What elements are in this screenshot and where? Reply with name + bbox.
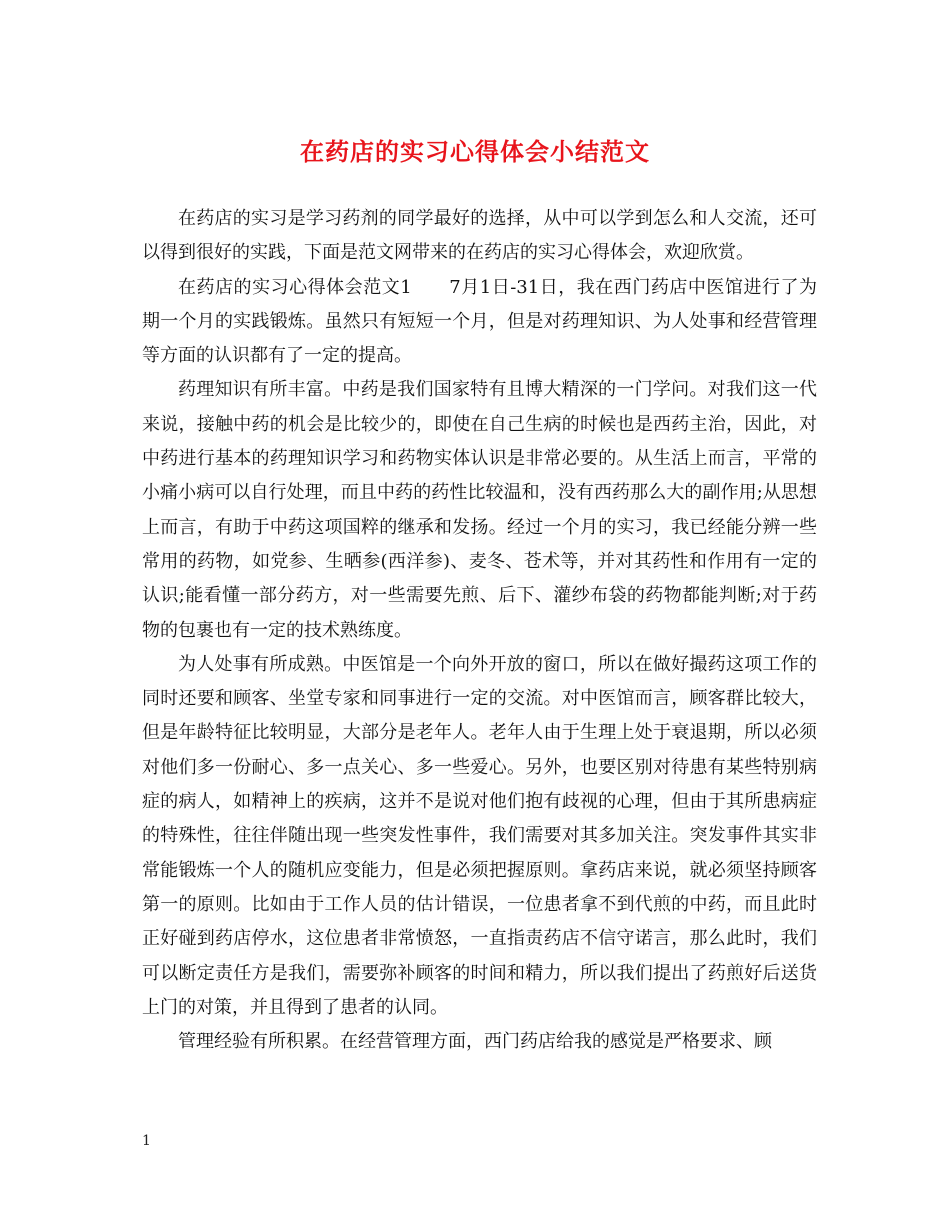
paragraph: 为人处事有所成熟。中医馆是一个向外开放的窗口，所以在做好撮药这项工作的同时还要和顾客、坐堂专家和同事进行一定的交流。对中医馆而言，顾客群比较大，但是年龄特征比较明显，大部分是老年人。老年人由于生理上处于衰退期，所以必须对他们多一份耐心、多一点关心、多一些爱心。另外，也要区别对待患有某些特别病症的病人，如精神上的疾病，这并不是说对他们抱有歧视的心理，但由于其所患病症的特殊性，往往伴随出现一些突发性事件，我们需要对其多加关注。突发事件其实非常能锻炼一个人的随机应变能力，但是必须把握原则。拿药店来说，就必须坚持顾客第一的原则。比如由于工作人员的估计错误，一位患者拿不到代煎的中药，而且此时正好碰到药店停水，这位患者非常愤怒，一直指责药店不信守诺言，那么此时，我们可以断定责任方是我们，需要弥补顾客的时间和精力，所以我们提出了药煎好后送货上门的对策，并且得到了患者的认同。 bbox=[142, 653, 817, 1018]
paragraph: 在药店的实习心得体会范文1 7月1日-31日，我在西门药店中医馆进行了为期一个月的实践锻炼。虽然只有短短一个月，但是对药理知识、为人处事和经营管理等方面的认识都有了一定的提高。 bbox=[142, 276, 817, 367]
paragraph: 药理知识有所丰富。中药是我们国家特有且博大精深的一门学问。对我们这一代来说，接触中药的机会是比较少的，即使在自己生病的时候也是西药主治，因此，对中药进行基本的药理知识学习和药物实体认识是非常必要的。从生活上而言，平常的小痛小病可以自行处理，而且中药的药性比较温和，没有西药那么大的副作用;从思想上而言，有助于中药这项国粹的继承和发扬。经过一个月的实习，我已经能分辨一些常用的药物，如党参、生晒参(西洋参)、麦冬、苍术等，并对其药性和作用有一定的认识;能看懂一部分药方，对一些需要先煎、后下、灌纱布袋的药物都能判断;对于药物的包裹也有一定的技术熟练度。 bbox=[142, 379, 817, 641]
paragraph: 在药店的实习是学习药剂的同学最好的选择，从中可以学到怎么和人交流，还可以得到很好的实践，下面是范文网带来的在药店的实习心得体会，欢迎欣赏。 bbox=[142, 208, 817, 264]
document-body bbox=[142, 202, 817, 1059]
document-title: 在药店的实习心得体会小结范文 bbox=[300, 137, 650, 166]
page-number: 1 bbox=[142, 1133, 151, 1149]
paragraph: 管理经验有所积累。在经营管理方面，西门药店给我的感觉是严格要求、顾 bbox=[178, 1031, 772, 1053]
